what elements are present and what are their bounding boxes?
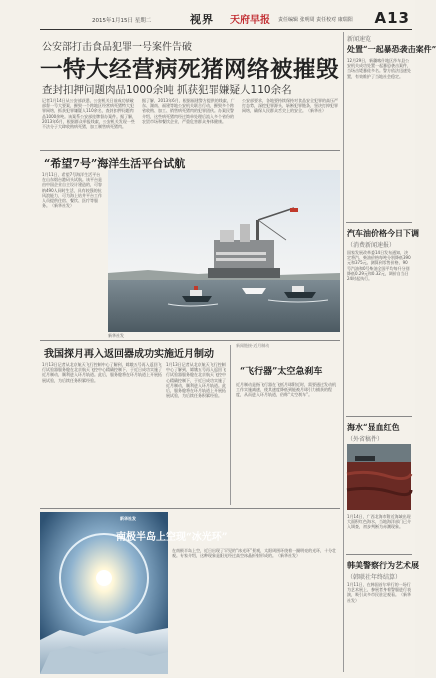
paper-logo: 天府早报: [230, 15, 270, 26]
feature-3-title: 南极半岛上空现“冰光环”: [116, 532, 228, 543]
box-2-body: 国家发展改革委14日发布通知，决定将汽、柴油价格每吨分别降低390元和375元。测算到零售价格，90号汽油和0号柴油全国平均每升分别降低0.29元和0.32元，调价自当日24时起执行。: [347, 250, 411, 282]
lead-kicker: 公安部打击食品犯罪一号案件告破: [42, 42, 192, 53]
column-rule: [343, 32, 344, 672]
box-1-title: 处置“一起暴恐袭击案件”: [347, 44, 436, 54]
lead-subhead: 查封扣押问题肉品1000余吨 抓获犯罪嫌疑人110余名: [42, 84, 292, 96]
issue-date: 2015年1月15日 星期二: [92, 18, 152, 24]
lead-body-col-1: 记者1月14日从公安部获悉，公安机关日前成功侦破部督一号大要案，摧毁一个跨地区经营病死猪特大犯罪网络，抓获犯罪嫌疑人110余名，查封扣押问题肉品1000余吨。该案系公安部挂牌督办案件。据了解，2013年6月，根据群众举报线索，公安机关发现一些不法分子大肆收购病死猪，加工制售病死猪肉。: [42, 98, 137, 130]
box-3-body: 1月14日，广西北海市附近海域出现大面积红色海水，当地海洋部门已介入调查，初步判断为赤潮现象。: [347, 514, 411, 530]
box-4-sub: （韩联社年终结算）: [347, 574, 402, 581]
box-2-title: 汽车油价格今日下调: [347, 228, 419, 238]
page-number: A13: [374, 9, 410, 27]
divider: [40, 508, 340, 509]
feature-2-side-body: 近月制动是指飞行器在飞抵月球附近时，需要通过发动机工作实施减速，使其速度降低到能被月球引力捕获的程度，从而进入环月轨道，俗称“太空刹车”。: [236, 382, 336, 398]
feature-2-body-cont: 1月13日记者从北京航天飞行控制中心了解到，嫦娥五号再入返回飞行试验器服务舱在北京航天飞控中心精确控制下，于近日成功实施了近月制动，顺利进入环月轨道。此后，服务舱将在环月轨道上开展拓展试验，为后续任务积累经验。: [166, 362, 226, 399]
feature-1-title: “希望7号”海洋生活平台试航: [44, 157, 186, 170]
divider: [346, 416, 412, 417]
feature-1-photo-tag: 新华社发: [108, 333, 124, 338]
editor-credits: 责任编辑 张明周 责任校对 康瑞阳: [278, 17, 353, 23]
feature-1-caption: 1月11日，希望7号海洋生活平台在山东烟台港码头试航。该平台是由中国企业自主设计建造的，可容纳490人同时生活，具有较强的抗风浪能力，可为海上钻井平台工作人员提供住宿、餐饮、医疗等服务。（新华社发）: [42, 172, 102, 209]
lead-body-col-2: 据了解，2013年6月，根据福建警方提供的线索，广东、湖南、福建等地公安机关联合行动，摧毁多个跨省收购、加工、销售病死猪肉的犯罪团伙。办案民警介绍，这些病死猪肉经过简单处理后流入多个省份的农贸市场和餐饮企业，严重危害群众身体健康。: [142, 98, 235, 124]
box-4-title: 韩美警察行为艺术展: [347, 560, 419, 570]
lead-body-col-3: 公安部要求，各地要持续保持对食品安全犯罪的高压严打态势，深挖犯罪源头，斩断犯罪链条，坚决打掉犯罪网络，确保人民群众舌尖上的安全。（新华社）: [242, 98, 338, 114]
column-rule: [230, 345, 231, 505]
box-4-body: 1月11日，在韩国首尔举行的一场行为艺术展上，参展者身着警服进行表演，吸引众多市民驻足观看。（新华社发）: [347, 582, 411, 603]
feature-2-side-title: “飞行器”太空急刹车: [240, 367, 323, 377]
lead-headline: 一特大经营病死猪网络被摧毁: [40, 57, 340, 83]
box-3-title: 海水“显血红色: [347, 422, 400, 432]
feature-2-body: 1月13日记者从北京航天飞行控制中心了解到，嫦娥五号再入返回飞行试验器服务舱在北京航天飞控中心精确控制下，于近日成功实施了近月制动，顺利进入环月轨道。此后，服务舱将在环月轨道上开展拓展试验，为后续任务积累经验。: [42, 362, 162, 383]
red-sea-photo: [347, 444, 411, 510]
divider: [346, 222, 412, 223]
feature-3-tag: 新华社发: [120, 516, 136, 521]
box-2-sub: （消费新闻速报）: [347, 242, 396, 249]
divider: [346, 554, 412, 555]
divider: [40, 150, 340, 151]
box-1-label: 新闻速览: [347, 36, 372, 43]
divider: [40, 340, 340, 341]
feature-2-title: 我国探月再入返回器成功实施近月制动: [44, 349, 214, 360]
page-header: [40, 8, 412, 30]
ship-platform-photo: [108, 170, 340, 332]
feature-3-caption: 在南极半岛上空，近日出现了罕见的“冰光环”景观，太阳周围环绕着一圈明亮的光环，十分壮观。专家介绍，这种现象是阳光经过高空冰晶折射形成的。（新华社发）: [172, 548, 337, 559]
section-title: 视界: [190, 13, 214, 26]
box-3-sub: （外省稿件）: [347, 436, 384, 443]
box-1-body: 12月29日，新疆喀什地区莎车县公安机关成功处置一起暴恐袭击案件，当场击毙暴徒多名。警方依法迅速处置，有效维护了当地社会稳定。: [347, 58, 411, 79]
news-link-label: 新闻链接·近月制动: [236, 343, 270, 348]
